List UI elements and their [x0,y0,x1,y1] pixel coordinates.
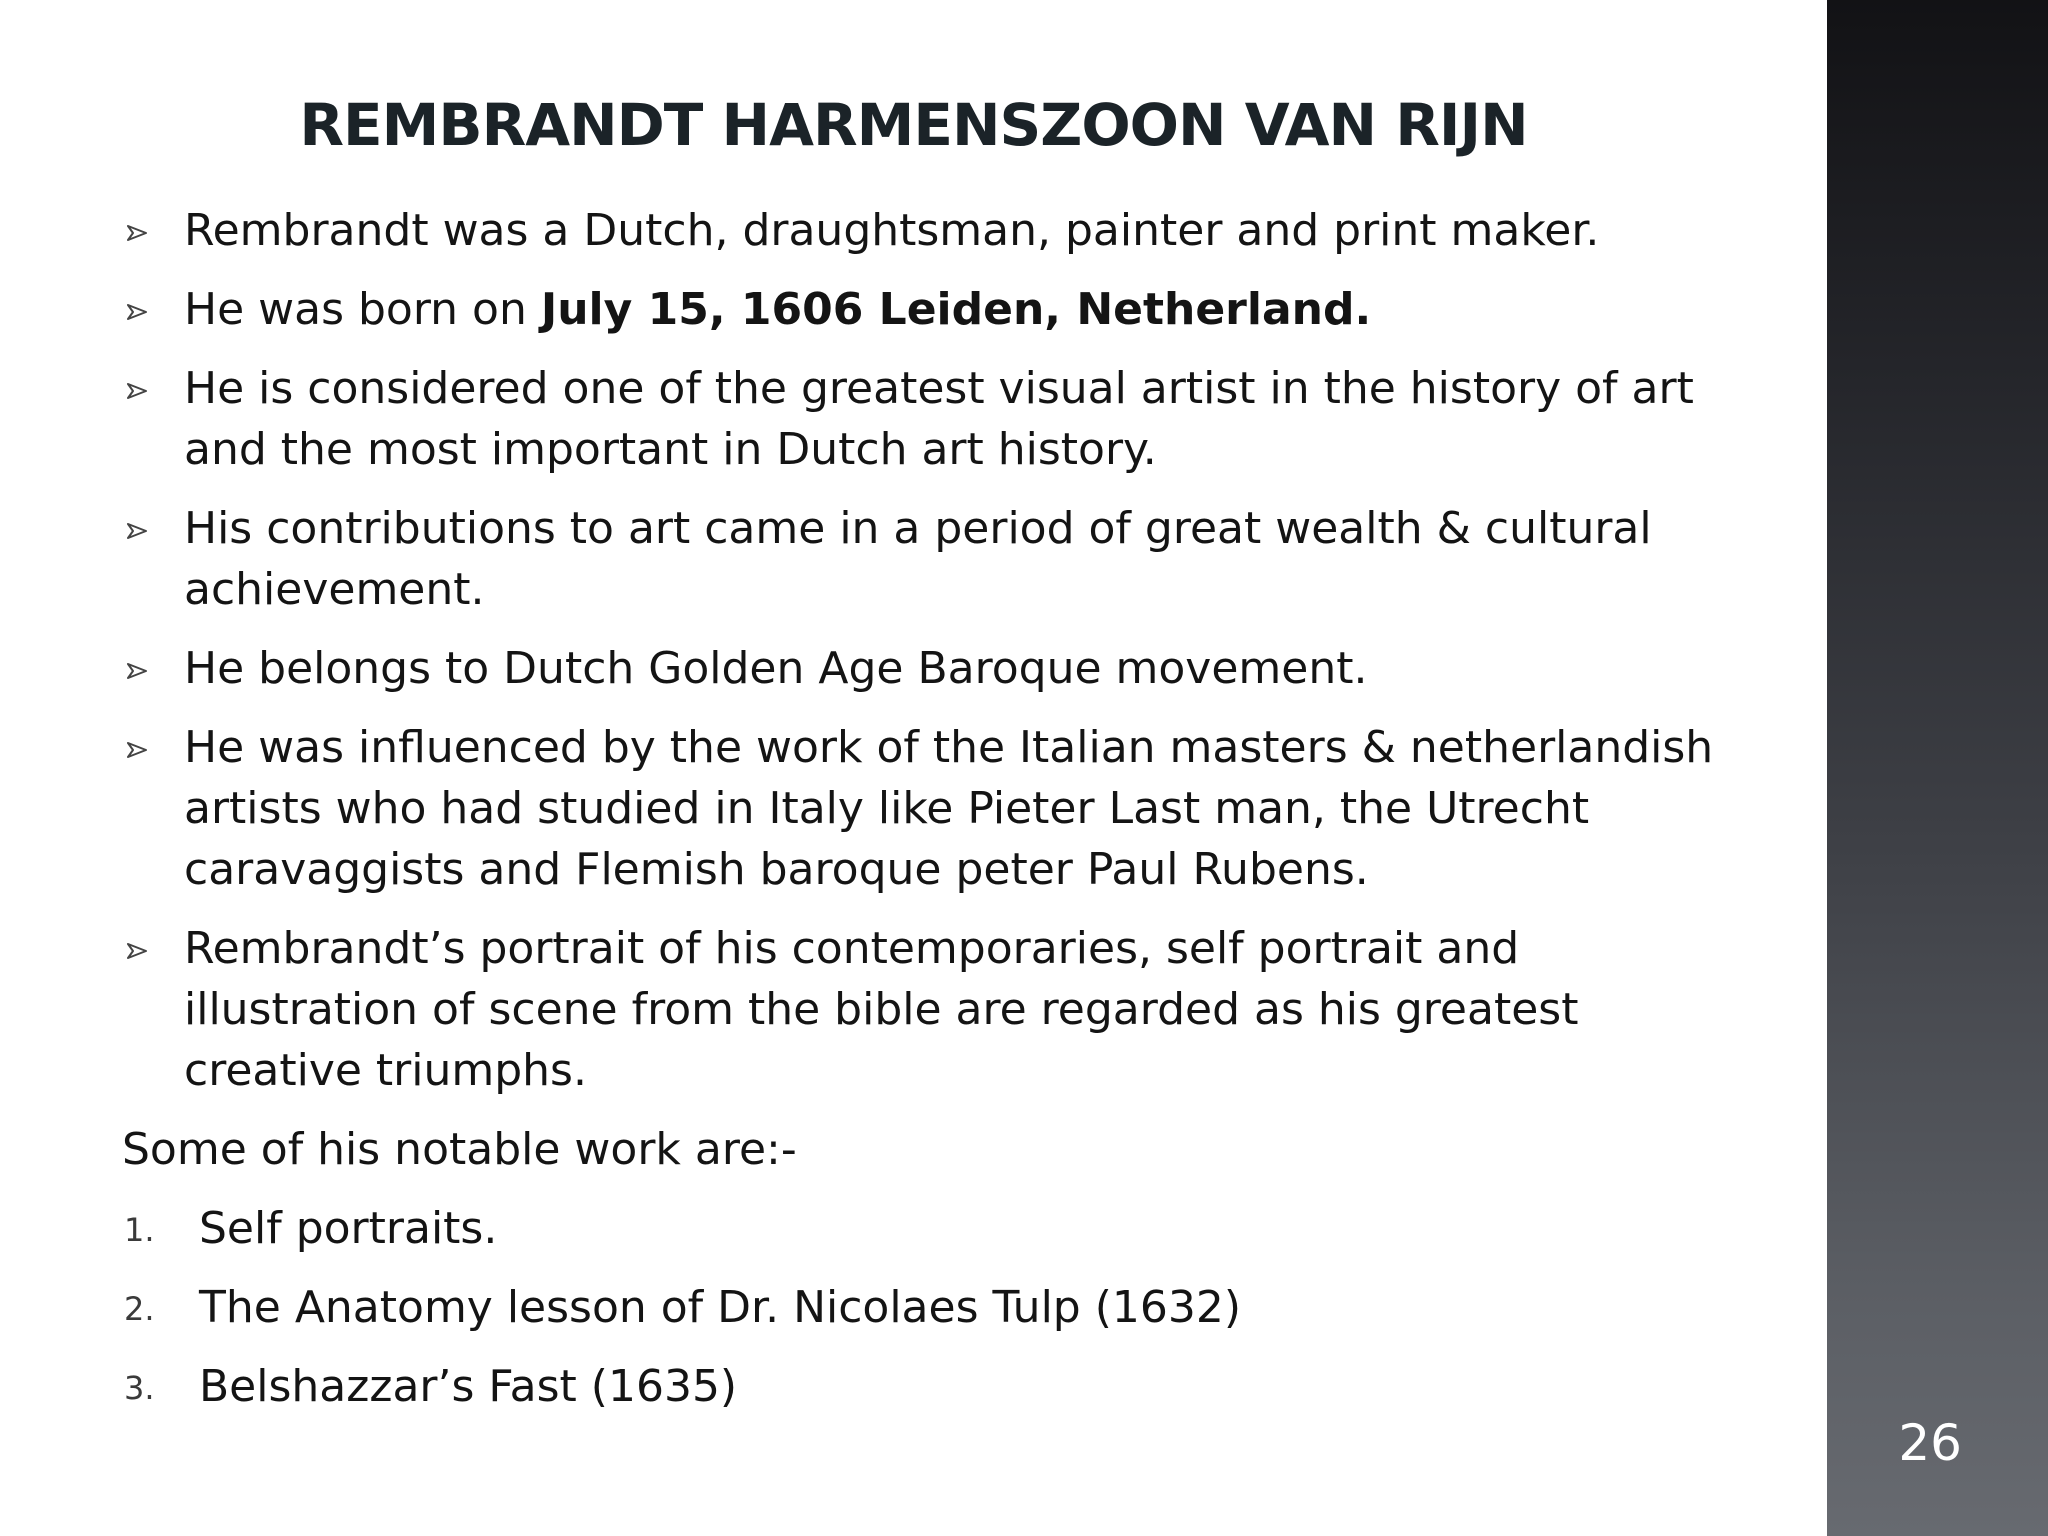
sidebar-gradient-panel [1827,0,2048,1536]
numbered-list-item [122,1198,1722,1259]
bullet-item [122,717,1722,900]
bullet-item [122,200,1722,261]
list-number: 1. [124,1211,155,1249]
arrow-bullet-icon [126,662,148,680]
bullet-item [122,279,1722,340]
slide-number: 26 [1898,1414,1962,1472]
bullet-text: His contributions to art came in a period of great wealth & cultural achievement. [184,503,1652,615]
arrow-bullet-icon [126,382,148,400]
numbered-list-item [122,1356,1722,1417]
bullet-bold-text: July 15, 1606 Leiden, Netherland. [540,284,1372,335]
list-item-text: Self portraits. [199,1203,498,1254]
arrow-bullet-icon [126,522,148,540]
arrow-bullet-icon [126,741,148,759]
bullet-text: Rembrandt’s portrait of his contemporaries, self portrait and illustration of scene from the bible are regarded as his greatest creative triumphs. [184,923,1579,1096]
bullet-text: He is considered one of the greatest visual artist in the history of art and the most important in Dutch art history. [184,363,1694,475]
bullet-text: Rembrandt was a Dutch, draughtsman, painter and print maker. [184,205,1600,256]
arrow-bullet-icon [126,303,148,321]
list-item-text: Belshazzar’s Fast (1635) [199,1361,738,1412]
bullet-item [122,918,1722,1101]
bullet-item [122,358,1722,480]
list-number: 3. [124,1369,155,1407]
arrow-bullet-icon [126,224,148,242]
bullet-text: He belongs to Dutch Golden Age Baroque movement. [184,643,1368,694]
slide-title: REMBRANDT HARMENSZOON VAN RIJN [299,91,1528,159]
notable-works-intro: Some of his notable work are:- [122,1124,797,1175]
numbered-list-item [122,1277,1722,1338]
bullet-text: He was born on [184,284,541,335]
list-item-text: The Anatomy lesson of Dr. Nicolaes Tulp (1632) [199,1282,1242,1333]
bullet-item [122,498,1722,620]
bullet-item [122,638,1722,699]
arrow-bullet-icon [126,942,148,960]
bullet-text: He was influenced by the work of the Italian masters & netherlandish artists who had studied in Italy like Pieter Last man, the Utrecht caravaggists and Flemish baroque peter Paul Rubens. [184,722,1714,895]
list-number: 2. [124,1290,155,1328]
slide-body [122,200,1722,1435]
